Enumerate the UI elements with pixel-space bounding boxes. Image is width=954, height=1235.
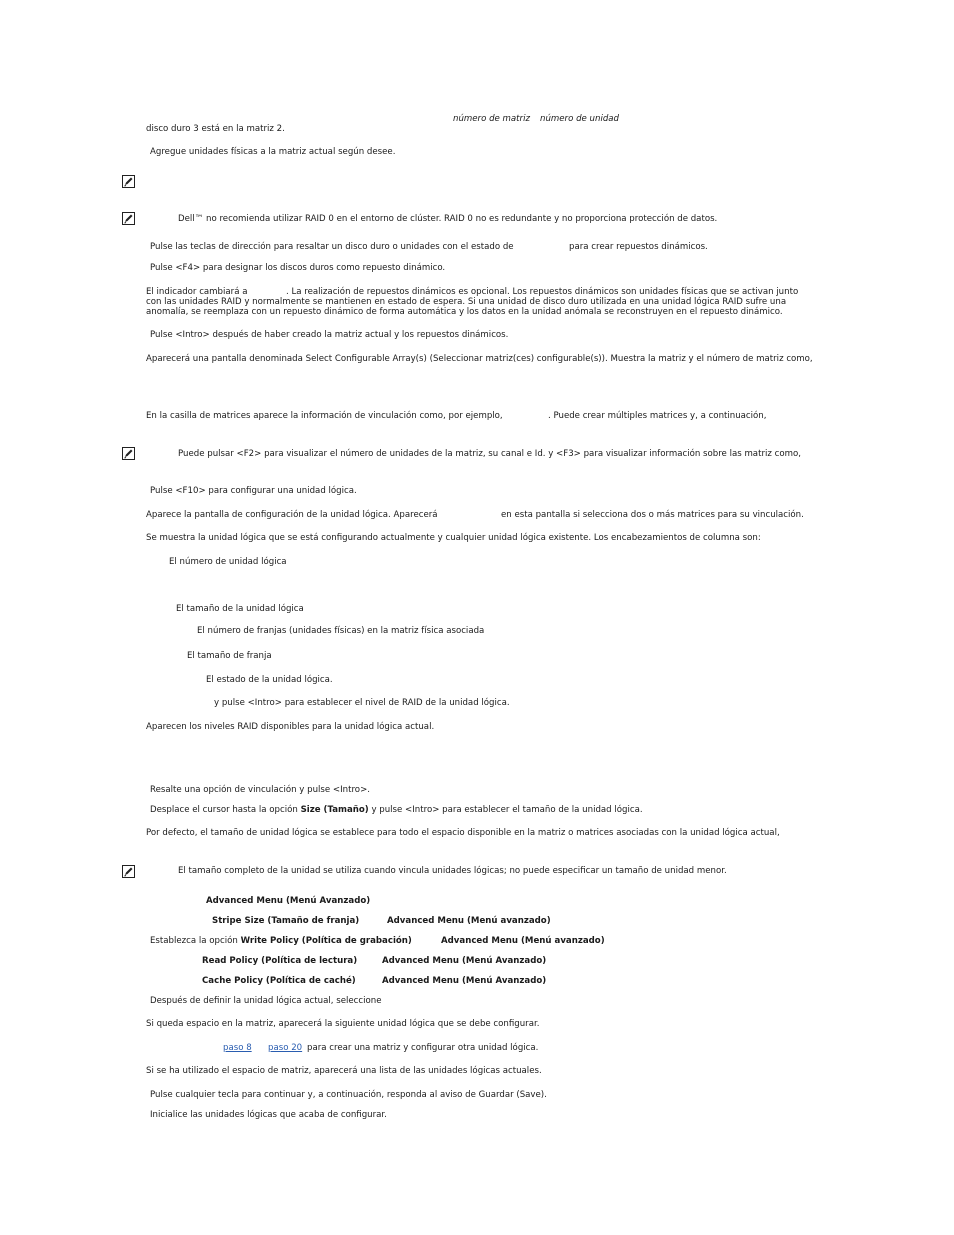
f10-step: Pulse <F10> para configurar una unidad lógica. [150, 486, 357, 496]
arrows-step-tail: para crear repuestos dinámicos. [569, 242, 708, 252]
config-text-b: en esta pantalla si selecciona dos o más matrices para su vinculación. [501, 510, 804, 520]
after-define-step: Después de definir la unidad lógica actual, seleccione [150, 996, 382, 1006]
note-pencil-icon [122, 175, 135, 188]
casilla-text-b: . Puede crear múltiples matrices y, a continuación, [548, 411, 767, 421]
default-size-text: Por defecto, el tamaño de unidad lógica se establece para todo el espacio disponible en la matriz o matrices asociadas con la unidad lógica actual, [146, 828, 780, 838]
col-size-desc: El tamaño de la unidad lógica [176, 604, 304, 614]
add-drives-step: Agregue unidades físicas a la matriz actual según desee. [150, 147, 396, 157]
shown-text: Se muestra la unidad lógica que se está configurando actualmente y cualquier unidad lógica existente. Los encabezamientos de columna son: [146, 533, 761, 543]
write-policy-option: Write Policy (Política de grabación) [240, 936, 412, 946]
casilla-text-a: En la casilla de matrices aparece la información de vinculación como, por ejemplo, [146, 411, 503, 421]
read-policy-option: Read Policy (Política de lectura) [202, 956, 358, 966]
space-left-text: Si queda espacio en la matriz, aparecerá la siguiente unidad lógica que se debe configurar. [146, 1019, 540, 1029]
paso-8-link[interactable]: paso 8 [223, 1043, 252, 1053]
indicator-text-d: anomalía, se reemplaza con un repuesto dinámico de forma automática y los datos en la unidad anómala se reconstruyen en el repuesto dinámico. [146, 307, 783, 317]
disk3-text: disco duro 3 está en la matriz 2. [146, 124, 285, 134]
advanced-menu-label: Advanced Menu (Menú Avanzado) [382, 956, 547, 966]
note-full-size: El tamaño completo de la unidad se utiliza cuando vincula unidades lógicas; no puede especificar un tamaño de unidad menor. [178, 866, 727, 876]
col-number-desc: El número de unidad lógica [169, 557, 287, 567]
col-stripes-desc: El número de franjas (unidades físicas) en la matriz física asociada [197, 626, 485, 636]
continue-save-step: Pulse cualquier tecla para continuar y, a continuación, responda al aviso de Guardar (Save). [150, 1090, 547, 1100]
size-option-label: Size (Tamaño) [300, 805, 369, 815]
note-pencil-icon [122, 865, 135, 878]
write-policy-step [150, 936, 412, 946]
stripe-size-option: Stripe Size (Tamaño de franja) [212, 916, 360, 926]
raid-levels-text: Aparecen los niveles RAID disponibles para la unidad lógica actual. [146, 722, 435, 732]
advanced-menu-label: Advanced Menu (Menú avanzado) [387, 916, 551, 926]
write-pre: Establezca la opción [150, 936, 238, 946]
indicator-text-a: El indicador cambiará a [146, 287, 248, 297]
advanced-menu-label: Advanced Menu (Menú Avanzado) [382, 976, 547, 986]
note-dell-raid0: Dell™ no recomienda utilizar RAID 0 en el entorno de clúster. RAID 0 no es redundante y no proporciona protección de datos. [178, 214, 718, 224]
f4-step: Pulse <F4> para designar los discos duros como repuesto dinámico. [150, 263, 446, 273]
initialize-step: Inicialice las unidades lógicas que acaba de configurar. [150, 1110, 387, 1120]
indicator-text-b: . La realización de repuestos dinámicos es opcional. Los repuestos dinámicos son unidades físicas que se activan junto [286, 287, 799, 297]
select-screen-text: Aparecerá una pantalla denominada Select Configurable Array(s) (Seleccionar matriz(ces) configurable(s)). Muestra la matriz y el número de matriz como, [146, 354, 813, 364]
repeat-tail-text: para crear una matriz y configurar otra unidad lógica. [307, 1043, 539, 1053]
size-step [150, 805, 643, 815]
note-f2-f3: Puede pulsar <F2> para visualizar el número de unidades de la matriz, su canal e Id. y <F3> para visualizar información sobre las matriz como, [178, 449, 801, 459]
size-step-pre: Desplace el cursor hasta la opción [150, 805, 298, 815]
arrows-step: Pulse las teclas de dirección para resaltar un disco duro o unidades con el estado de [150, 242, 514, 252]
cache-policy-option: Cache Policy (Política de caché) [202, 976, 356, 986]
config-text-a: Aparece la pantalla de configuración de la unidad lógica. Aparecerá [146, 510, 438, 520]
space-used-text: Si se ha utilizado el espacio de matriz, aparecerá una lista de las unidades lógicas actuales. [146, 1066, 542, 1076]
span-option-step: Resalte una opción de vinculación y pulse <Intro>. [150, 785, 371, 795]
drive-number-ref: número de unidad [540, 114, 620, 124]
array-number-ref: número de matriz [453, 114, 530, 124]
advanced-menu-label: Advanced Menu (Menú Avanzado) [206, 896, 371, 906]
paso-20-link[interactable]: paso 20 [268, 1043, 303, 1053]
raid-enter-step: y pulse <Intro> para establecer el nivel de RAID de la unidad lógica. [214, 698, 510, 708]
note-pencil-icon [122, 447, 135, 460]
enter-after-step: Pulse <Intro> después de haber creado la matriz actual y los repuestos dinámicos. [150, 330, 509, 340]
col-stripe-size-desc: El tamaño de franja [187, 651, 272, 661]
advanced-menu-label: Advanced Menu (Menú avanzado) [441, 936, 605, 946]
note-pencil-icon [122, 212, 135, 225]
indicator-text-c: con las unidades RAID y normalmente se mantienen en estado de espera. Si una unidad de disco duro utilizada en una unidad lógica RAID sufre una [146, 297, 787, 307]
size-step-post: y pulse <Intro> para establecer el tamaño de la unidad lógica. [371, 805, 643, 815]
col-state-desc: El estado de la unidad lógica. [206, 675, 333, 685]
